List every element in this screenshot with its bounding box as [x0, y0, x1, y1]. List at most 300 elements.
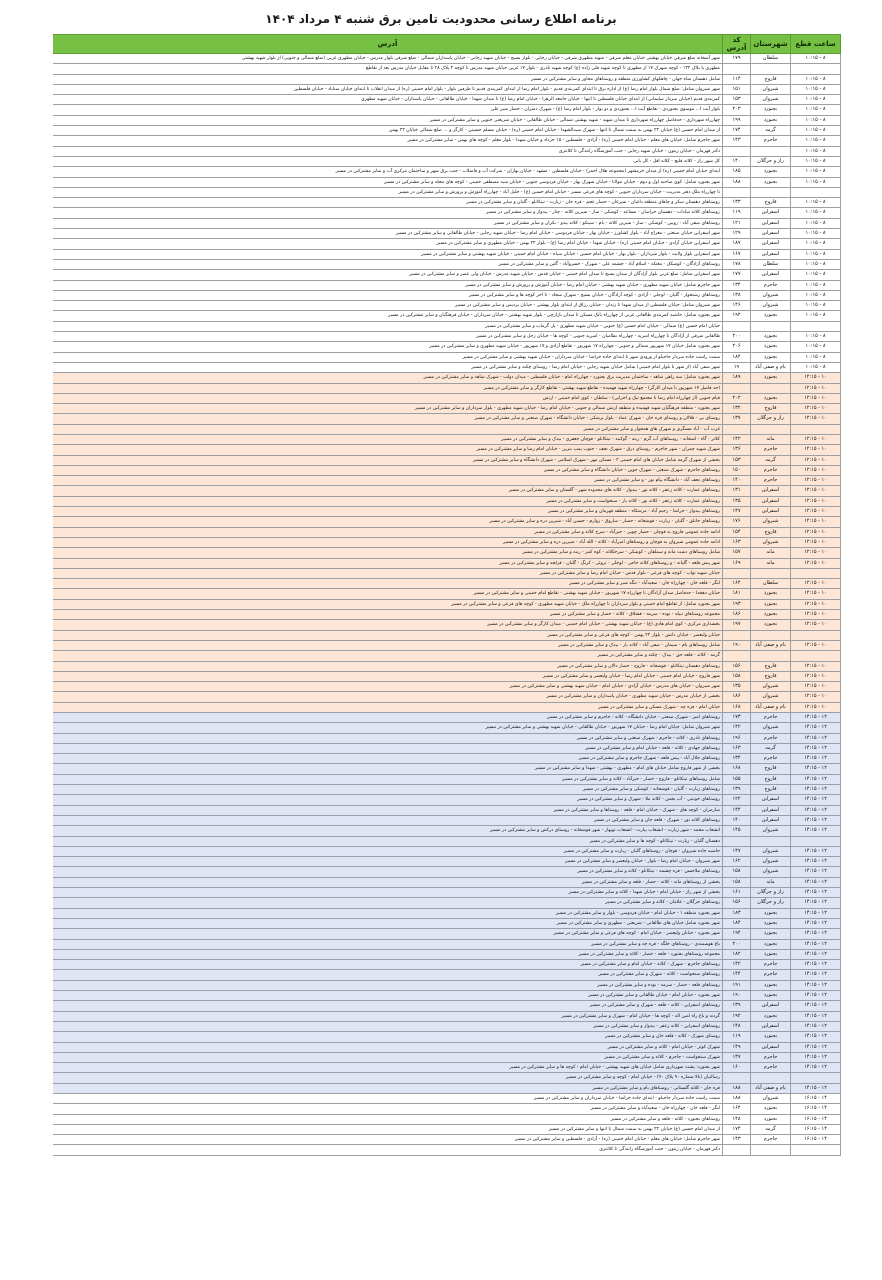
- cell-code: [723, 424, 751, 434]
- cell-code: ۱۳۲: [723, 404, 751, 414]
- cell-address: شهر شیروان شامل: ضلع شمال بلوار امام رضا (ع) از اداره برق تا ابتدای کمربندی قدیم - بلوار امام رضا از ابتدای کمربندی قدیم تا طرفین بلوار - بلوار امام خمینی (ره) از میدان انقلاب تا ابتدای خیابان سناباد - خیابان فلسطین: [53, 84, 723, 94]
- cell-time: ۱۰ - ۱۲:۱۵: [791, 682, 841, 692]
- cell-time: [791, 321, 841, 331]
- cell-address: شهر اسفراین خیابان صنعتی - معراج آباد - بلوار کشاورز - خیابان بهار - خیابان فردوسی - خیابان امام رضا - خیابان شهید رجایی - خیابان طالقانی و سایر مشترکین در مسیر: [53, 229, 723, 239]
- cell-address: کل شهر راز - کلاته قلیچ - کلاته اقل - کل بابی: [53, 156, 723, 166]
- cell-time: ۱۰ - ۱۲:۱۵: [791, 414, 841, 424]
- table-row: [53, 486, 841, 496]
- table-row: [53, 949, 841, 959]
- cell-address: تا چهارراه ملک دفتر مدیریت - خیابان سرداران جنوبی - کوچه های فرعی مسیر - خیابان امام حسین (ع) - جلیل آباد - چهارراه آموزش و پرورش و سایر مشترکین در مسیر: [53, 187, 723, 197]
- cell-address: (حد فاصل ۱۷ شهریور تا میدان کارگر) - چهارراه شهید فهمیده - تقاطع شهید بهشتی - تقاطع کارگر و سایر مشترکین در مسیر: [53, 383, 723, 393]
- cell-time: ۱۰ - ۱۲:۱۵: [791, 620, 841, 630]
- cell-code: [723, 64, 751, 74]
- table-row: [53, 393, 841, 403]
- cell-city: بجنورد: [751, 1114, 791, 1124]
- cell-time: ۸ - ۱۰:۱۵: [791, 54, 841, 64]
- cell-city: راز و جرگلان: [751, 414, 791, 424]
- cell-city: بجنورد: [751, 105, 791, 115]
- cell-address: روستاهای نجف آباد - دانشگاه پیام نور - و سایر مشترکین در مسیر: [53, 476, 723, 486]
- table-row: [53, 136, 841, 146]
- cell-city: [751, 64, 791, 74]
- cell-time: ۱۲ - ۱۴:۱۵: [791, 939, 841, 949]
- table-row: [53, 888, 841, 898]
- cell-time: ۱۰ - ۱۲:۱۵: [791, 661, 841, 671]
- cell-code: ۱۶۴: [723, 579, 751, 589]
- table-row: [53, 301, 841, 311]
- table-row: [53, 991, 841, 1001]
- cell-city: بجنورد: [751, 332, 791, 342]
- cell-time: ۱۴ - ۱۶:۱۵: [791, 1104, 841, 1114]
- table-row: [53, 1104, 841, 1114]
- cell-code: ۱۸۸: [723, 177, 751, 187]
- cell-address: خیابان امام حسین (ع) شمالی - خیابان امام حسین (ع) جنوبی - خیابان شهید مطهری - پل گرماب و سایر مشترکین در مسیر: [53, 321, 723, 331]
- table-row: [53, 115, 841, 125]
- table-row: [53, 290, 841, 300]
- table-row: [53, 311, 841, 321]
- cell-time: ۸ - ۱۰:۱۵: [791, 208, 841, 218]
- cell-code: ۱۶۸: [723, 764, 751, 774]
- cell-address: شامل روستاهای بام - سیمان - صفی آباد - کلاته یار - بیدک و سایر مشترکین در مسیر: [53, 640, 723, 650]
- cell-city: بجنورد: [751, 599, 791, 609]
- cell-code: ۱۴۳: [723, 136, 751, 146]
- cell-city: بجنورد: [751, 991, 791, 1001]
- cell-time: ۱۴ - ۱۶:۱۵: [791, 1093, 841, 1103]
- table-row: [53, 568, 841, 578]
- cell-time: ۱۲ - ۱۴:۱۵: [791, 888, 841, 898]
- cell-time: ۱۲ - ۱۴:۱۵: [791, 764, 841, 774]
- table-row: [53, 465, 841, 475]
- cell-code: ۱۴۲: [723, 960, 751, 970]
- cell-code: ۱۷۷: [723, 270, 751, 280]
- cell-time: ۱۴ - ۱۶:۱۵: [791, 1124, 841, 1134]
- cell-code: ۱۸۶: [723, 692, 751, 702]
- cell-address: شهر جاجرم شامل: خیابان شهید مطهری - خیابان شهید بهشتی - خیابان امام رضا - خیابان آموزش و پرورش و سایر مشترکین در مسیر: [53, 280, 723, 290]
- cell-time: ۱۰ - ۱۲:۱۵: [791, 548, 841, 558]
- cell-city: فاروج: [751, 785, 791, 795]
- cell-city: شیروان: [751, 1093, 791, 1103]
- cell-code: ۱۹۶: [723, 733, 751, 743]
- cell-time: ۱۲ - ۱۴:۱۵: [791, 805, 841, 815]
- cell-city: جاجرم: [751, 1063, 791, 1073]
- cell-city: اسفراین: [751, 1021, 791, 1031]
- cell-city: فاروج: [751, 404, 791, 414]
- cell-address: روستاهای جاجرم - شهرک صنعتی - شهرک جوین - خیابان دانشگاه و سایر مشترکین در مسیر: [53, 465, 723, 475]
- table-row: [53, 1021, 841, 1031]
- cell-address: شهرک سنخواست - جاجرم - کلاته و سایر مشترکین در مسیر: [53, 1052, 723, 1062]
- cell-time: [791, 568, 841, 578]
- cell-time: ۱۰ - ۱۲:۱۵: [791, 383, 841, 393]
- cell-time: ۱۰ - ۱۲:۱۵: [791, 640, 841, 650]
- cell-address: دهستان گلیان - زیارت - تیتکانلو - کوچه ها و سایر مشترکین در مسیر: [53, 836, 723, 846]
- cell-city: [751, 321, 791, 331]
- table-row: [53, 898, 841, 908]
- cell-code: ۱۹۱: [723, 980, 751, 990]
- cell-time: ۱۲ - ۱۴:۱۵: [791, 733, 841, 743]
- cell-code: ۱۴۹: [723, 1042, 751, 1052]
- cell-time: [791, 1073, 841, 1083]
- table-row: [53, 187, 841, 197]
- cell-code: ۱۸۶: [723, 610, 751, 620]
- cell-time: ۱۲ - ۱۴:۱۵: [791, 826, 841, 836]
- cell-time: ۸ - ۱۰:۱۵: [791, 198, 841, 208]
- cell-address: رسالتیان (بالا شماره ۹۰ پلاک ۹۰) - خیابان امام - کوچه و سایر مشترکین در مسیر: [53, 1073, 723, 1083]
- cell-city: فاروج: [751, 764, 791, 774]
- cell-address: دکتر قهرمان - خیابان زیتون - خیابان شهید رجایی - جنب آموزشگاه رانندگی تا کلانتری: [53, 146, 723, 156]
- cell-code: ۱۴۰: [723, 815, 751, 825]
- cell-code: ۱۵۰: [723, 465, 751, 475]
- table-row: [53, 146, 841, 156]
- cell-city: جاجرم: [751, 465, 791, 475]
- cell-address: شهر بجنورد شامل: کوی صاحبه اول و دوم - خیابان مولانا - خیابان شهرک بهار - خیابان فردوسی جنوبی - خیابان سید مصطفی خمینی - کوچه های محله و سایر مشترکین در مسیر: [53, 177, 723, 187]
- table-row: [53, 126, 841, 136]
- cell-city: بجنورد: [751, 939, 791, 949]
- cell-address: شهر جاجرم شامل: خیابان های معلم - خیابان امام خمینی (ره) - آزادی - فلسطین و سایر مشترکین در مسیر: [53, 1135, 723, 1145]
- cell-address: بلوار آیت ا... موسوی بجنوردی - تقاطع آیت ا... بجنوردی و دو بوار - بلوار امام رضا (ع) - شهرک دمیران - حصار شیر علی: [53, 105, 723, 115]
- cell-time: ۱۰ - ۱۲:۱۵: [791, 579, 841, 589]
- cell-address: روستاهای کلاته نور - شهرک - قلعه خان و سایر مشترکین در مسیر: [53, 815, 723, 825]
- cell-address: خیابان شهید نواب - کوچه های فرعی - بلوار قدس - خیابان امام رضا و سایر مشترکین در مسیر: [53, 568, 723, 578]
- cell-address: روستاهای دهستان سکر و چاهای منطقه داغیان - شیرغان - حصار عجم - قره خان - زیارت - تیتکانلو - گلیان و سایر مشترکین در مسیر: [53, 198, 723, 208]
- cell-code: [723, 187, 751, 197]
- table-row: [53, 218, 841, 228]
- cell-code: ۱۳۶: [723, 445, 751, 455]
- cell-address: شهر صفی آباد (از شهر تا بلوار امام خمینی) شامل خیابان شهید رجایی - خیابان امام رضا - روستای چکنه و سایر مشترکین در مسیر: [53, 362, 723, 372]
- cell-code: ۱۷۴: [723, 1124, 751, 1134]
- cell-address: شهر بجنورد: پشت شهرداری شامل خیابان های شهید بهشتی - خیابان امام - کوچه ها و سایر مشترکین در مسیر: [53, 1063, 723, 1073]
- cell-city: جاجرم: [751, 1052, 791, 1062]
- cell-time: ۸ - ۱۰:۱۵: [791, 156, 841, 166]
- cell-city: شیروان: [751, 517, 791, 527]
- cell-code: ۱۳۵: [723, 682, 751, 692]
- cell-code: ۱۹۷: [723, 620, 751, 630]
- cell-code: ۱۲۱: [723, 218, 751, 228]
- cell-city: فاروج: [751, 671, 791, 681]
- table-row: [53, 517, 841, 527]
- cell-time: ۱۲ - ۱۴:۱۵: [791, 960, 841, 970]
- table-row: [53, 1073, 841, 1083]
- cell-code: ۲۰۰: [723, 939, 751, 949]
- cell-city: فاروج: [751, 74, 791, 84]
- cell-city: شیروان: [751, 867, 791, 877]
- cell-city: جاجرم: [751, 280, 791, 290]
- cell-code: ۱۴۲: [723, 434, 751, 444]
- cell-code: ۱۲۹: [723, 229, 751, 239]
- cell-time: ۱۰ - ۱۲:۱۵: [791, 517, 841, 527]
- cell-time: ۱۲ - ۱۴:۱۵: [791, 857, 841, 867]
- cell-address: شهرک شهید چمران - شهر جاجرم - روستای درق - شهرک نجف - جنوب پمپ بنزین - خیابان امام رضا و سایر مشترکین در مسیر: [53, 445, 723, 455]
- cell-city: جاجرم: [751, 1135, 791, 1145]
- cell-address: لنگر - قلعه خان - چهارراه خان - سعیدآباد و سایر مشترکین در مسیر: [53, 1104, 723, 1114]
- cell-code: ۱۳۳: [723, 198, 751, 208]
- table-row: [53, 682, 841, 692]
- cell-code: ۲۰۳: [723, 105, 751, 115]
- cell-code: ۱۶۷: [723, 249, 751, 259]
- cell-address: کلاتر - گاه - اشخانه - روستاهای آب گرم - رینه - گوکبند - تیتکانلو - قوچان جعفری - بیدک و سایر مشترکین در مسیر: [53, 434, 723, 444]
- cell-address: سارمران - کوچه های - شهرک - خیابان امام - قلعه - روستاها و سایر مشترکین در مسیر: [53, 805, 723, 815]
- table-row: [53, 630, 841, 640]
- cell-code: ۱۷۹: [723, 54, 751, 64]
- cell-time: ۱۲ - ۱۴:۱۵: [791, 970, 841, 980]
- table-row: [53, 764, 841, 774]
- table-row: [53, 795, 841, 805]
- table-row: [53, 476, 841, 486]
- table-row: [53, 1083, 841, 1093]
- cell-city: اسفراین: [751, 218, 791, 228]
- cell-city: شیروان: [751, 723, 791, 733]
- cell-address: لنگر - قلعه خان - چهارراه خان - سعیدآباد - تنگه شیر و سایر مشترکین در مسیر: [53, 579, 723, 589]
- cell-address: روستاهای بجنورد - کلاته - قلعه و سایر مشترکین در مسیر: [53, 1114, 723, 1124]
- cell-time: ۱۲ - ۱۴:۱۵: [791, 898, 841, 908]
- cell-code: ۱۴۷: [723, 507, 751, 517]
- cell-city: بجنورد: [751, 373, 791, 383]
- cell-time: ۱۲ - ۱۴:۱۵: [791, 1052, 841, 1062]
- table-row: [53, 208, 841, 218]
- table-row: [53, 1145, 841, 1155]
- cell-code: ۱۴۰: [723, 476, 751, 486]
- table-row: [53, 702, 841, 712]
- cell-time: ۸ - ۱۰:۱۵: [791, 280, 841, 290]
- cell-city: فاروج: [751, 774, 791, 784]
- cell-address: شهر بجنورد شامل: سه راهی شاهد - ساختمان مدیریت برق بجنورد - چهارراه امام - خیابان فلسطین - میدان دولت - شهرک شاهد و سایر مشترکین در مسیر: [53, 373, 723, 383]
- cell-time: ۱۲ - ۱۴:۱۵: [791, 1001, 841, 1011]
- cell-city: اسفراین: [751, 249, 791, 259]
- cell-time: ۸ - ۱۰:۱۵: [791, 362, 841, 372]
- table-row: [53, 167, 841, 177]
- cell-time: ۱۰ - ۱۲:۱۵: [791, 507, 841, 517]
- cell-city: مانه: [751, 877, 791, 887]
- cell-city: بام و صفی آباد: [751, 640, 791, 650]
- table-row: [53, 1124, 841, 1134]
- cell-time: ۱۲ - ۱۴:۱۵: [791, 1021, 841, 1031]
- cell-code: ۱۶۳: [723, 743, 751, 753]
- cell-address: قیام جنوبی (از چهارراه امام رضا تا مجتمع تیک و اجرایی) - سلطان - کوی امام خمینی - ارتش: [53, 393, 723, 403]
- table-row: [53, 620, 841, 630]
- cell-address: شهر بجنورد شامل خیابان های طالقانی - شریعتی - مطهری و سایر مشترکین در مسیر: [53, 918, 723, 928]
- cell-city: جاجرم: [751, 754, 791, 764]
- cell-city: گرمه: [751, 126, 791, 136]
- table-row: [53, 743, 841, 753]
- cell-address: شامل روستاهای تیتکانلو - فاروج - حصار - خیرآباد - کلاته و سایر مشترکین در مسیر: [53, 774, 723, 784]
- cell-address: روستاهای آزادگان - کوشکک - مغتکه - اسلام آباد - چشمه علی - شهرک - خسروآباد - گلین و سایر مشترکین در مسیر: [53, 259, 723, 269]
- cell-time: [791, 424, 841, 434]
- table-row: [53, 939, 841, 949]
- cell-address: شهر بجنورد شامل: حاشیه کمربندی طالقانی غربی از چهارراه بانک مسکن تا میدان بازارچی - بلوار شهید بهشتی - خیابان سرداران - خیابان فرهنگیان و سایر مشترکین در مسیر: [53, 311, 723, 321]
- cell-address: شهر شیروان - خیابان های مدرس - خیابان آزادی - خیابان امام - خیابان شهید بهشتی و سایر مشترکین در مسیر: [53, 682, 723, 692]
- cell-code: ۱۵۷: [723, 548, 751, 558]
- cell-time: ۱۲ - ۱۴:۱۵: [791, 929, 841, 939]
- cell-city: شیروان: [751, 290, 791, 300]
- cell-time: ۱۲ - ۱۴:۱۵: [791, 991, 841, 1001]
- table-row: [53, 918, 841, 928]
- cell-city: بجنورد: [751, 177, 791, 187]
- table-row: [53, 929, 841, 939]
- cell-time: ۱۰ - ۱۲:۱۵: [791, 692, 841, 702]
- cell-address: مجموعه روستاهای نبیله - نوده - سرمه - قشلاق - کلاته - حصار و سایر مشترکین در مسیر: [53, 610, 723, 620]
- cell-address: روستاهای دهستان تیتکانلو - قوشخانه - فاروج - حصار دالان و سایر مشترکین در مسیر: [53, 661, 723, 671]
- cell-city: مانه: [751, 548, 791, 558]
- schedule-table: [53, 34, 841, 1156]
- table-row: [53, 537, 841, 547]
- cell-time: ۱۰ - ۱۲:۱۵: [791, 393, 841, 403]
- cell-city: بام و صفی آباد: [751, 702, 791, 712]
- cell-address: دکتر قهرمان - خیابان زیتون - جنب آموزشگاه رانندگی تا کلانتری: [53, 1145, 723, 1155]
- cell-time: [791, 630, 841, 640]
- cell-address: بخشداری مرکزی - کوی امام هادی (ع) - خیابان شهید بهشتی - خیابان امام خمینی - میدان کارگر و سایر مشترکین در مسیر: [53, 620, 723, 630]
- cell-time: ۱۲ - ۱۴:۱۵: [791, 980, 841, 990]
- cell-time: ۸ - ۱۰:۱۵: [791, 136, 841, 146]
- cell-code: [723, 321, 751, 331]
- cell-time: ۸ - ۱۰:۱۵: [791, 74, 841, 84]
- cell-address: روستاهای جلال آباد - پیش قلعه - شهرک جاجرم و سایر مشترکین در مسیر: [53, 754, 723, 764]
- cell-city: [751, 383, 791, 393]
- cell-time: ۱۲ - ۱۴:۱۵: [791, 743, 841, 753]
- cell-code: ۱۹۲: [723, 1011, 751, 1021]
- table-row: [53, 362, 841, 372]
- cell-time: ۸ - ۱۰:۱۵: [791, 146, 841, 156]
- table-row: [53, 54, 841, 64]
- cell-time: [791, 1145, 841, 1155]
- table-row: [53, 970, 841, 980]
- cell-code: ۱۳۷: [723, 414, 751, 424]
- cell-city: اسفراین: [751, 496, 791, 506]
- cell-city: شیروان: [751, 857, 791, 867]
- cell-city: بجنورد: [751, 949, 791, 959]
- cell-time: ۱۲ - ۱۴:۱۵: [791, 723, 841, 733]
- table-row: [53, 661, 841, 671]
- cell-time: [791, 187, 841, 197]
- table-row: [53, 424, 841, 434]
- schedule-table-wrapper: [53, 34, 841, 1274]
- cell-address: ادامه جاده عمومی فاروج به قوچان - حصار چوبی - خیرآباد - سرخ کلاته و سایر مشترکین در مسیر: [53, 527, 723, 537]
- cell-city: شیروان: [751, 301, 791, 311]
- cell-code: ۱۴۴: [723, 805, 751, 815]
- cell-city: بجنورد: [751, 908, 791, 918]
- cell-city: سلطان: [751, 259, 791, 269]
- cell-code: ۱۴۵: [723, 826, 751, 836]
- cell-code: ۱۶۱: [723, 888, 751, 898]
- cell-code: ۱۳۱: [723, 486, 751, 496]
- cell-address: شهر آشخانه ضلع شرقی خیابان بهشتی خیابان معلم شرقی - شهید مطهری شرقی - خیابان رجایی - بلوار بسیج - خیابان شهید رجایی - خیابان پاسداران شمالی - ضلع شرقی بلوار مدرس - خیابان مطهری غربی (ضلع شمالی و جنوبی) از بلوار شهید بهشتی: [53, 54, 723, 64]
- cell-code: ۱۹۲: [723, 311, 751, 321]
- cell-time: ۸ - ۱۰:۱۵: [791, 105, 841, 115]
- table-row: [53, 960, 841, 970]
- cell-address: غرب آب - آباد مسگری و شهرک های همجوار و سایر مشترکین در مسیر: [53, 424, 723, 434]
- table-row: [53, 1042, 841, 1052]
- table-row: [53, 579, 841, 589]
- table-row: [53, 1032, 841, 1042]
- table-row: [53, 980, 841, 990]
- cell-city: [751, 651, 791, 661]
- cell-time: ۱۴ - ۱۶:۱۵: [791, 1135, 841, 1145]
- cell-address: سمت راست جاده سردار جاجیلو از ورودی شهر تا ابتدای جاده خراشا - خیابان سرداران - خیابان شهید بهشتی و سایر مشترکین در مسیر: [53, 352, 723, 362]
- cell-time: ۱۲ - ۱۴:۱۵: [791, 785, 841, 795]
- cell-address: روستاهای عمارت - کلاته زعفر - کلاته نور - کلاته یار - سنخواست و سایر مشترکین در مسیر: [53, 496, 723, 506]
- cell-address: بخشی از خیابان مدرس - خیابان شهید مطهری - خیابان پاسداران و سایر مشترکین در مسیر: [53, 692, 723, 702]
- cell-code: ۱۶۸: [723, 702, 751, 712]
- cell-code: [723, 1145, 751, 1155]
- cell-code: ۱۶۰: [723, 1063, 751, 1073]
- cell-code: ۱۵۵: [723, 774, 751, 784]
- table-row: [53, 507, 841, 517]
- cell-city: [751, 187, 791, 197]
- cell-time: ۸ - ۱۰:۱۵: [791, 342, 841, 352]
- cell-city: جاجرم: [751, 713, 791, 723]
- table-body: [53, 54, 841, 1156]
- cell-city: اسفراین: [751, 1042, 791, 1052]
- cell-time: ۸ - ۱۰:۱۵: [791, 229, 841, 239]
- cell-code: ۱۲۲: [723, 795, 751, 805]
- cell-address: روستاهای اسفراین - کلاته زعفر - بیدواز و سایر مشترکین در مسیر: [53, 1021, 723, 1031]
- cell-address: انشعاب محمد - شهر زیارت - انشعاب بیارت - انشعاب نوبهار - شهر قوشخانه - روستای درکش و سایر مشترکین در مسیر: [53, 826, 723, 836]
- cell-city: [751, 424, 791, 434]
- table-row: [53, 434, 841, 444]
- cell-code: ۱۹۴: [723, 929, 751, 939]
- cell-time: ۱۲ - ۱۴:۱۵: [791, 877, 841, 887]
- table-row: [53, 280, 841, 290]
- cell-address: روستای یی - قلالان و روستای قره خان - شهرک عماد - بلوار پزشکی - خیابان دانشگاه - شهرک صنعتی و سایر مشترکین در مسیر: [53, 414, 723, 424]
- cell-address: گردنه و باغ راه امین اله - کوچه ها - خیابان امام - شهرک و سایر مشترکین در مسیر: [53, 1011, 723, 1021]
- table-row: [53, 671, 841, 681]
- cell-address: شهر اسفراین خیابان آزادی - خیابان امام خمینی (ره) - خیابان شهدا - خیابان امام رضا (ع) - بلوار ۲۲ بهمن - خیابان مطهری و سایر مشترکین در مسیر: [53, 239, 723, 249]
- cell-address: کمربندی قدیم (خیابان سردار سلیمانی) از ابتدای خیابان فلسطین تا انتها - خیابان جامعه الزهرا - خیابان امام رضا (ع) تا میدان شهدا - خیابان طالقانی - خیابان پاسداران - خیابان شهید مطهری: [53, 95, 723, 105]
- cell-city: بجنورد: [751, 610, 791, 620]
- cell-code: [723, 383, 751, 393]
- table-row: [53, 1093, 841, 1103]
- cell-city: اسفراین: [751, 1001, 791, 1011]
- cell-code: ۱۵۶: [723, 661, 751, 671]
- table-row: [53, 692, 841, 702]
- cell-address: طالقانی شرقی از آزادگان تا چهارراه امیریه - چهارراه نظامیان - امیریه جنوبی - کوچه ها - خیابان زحل و سایر مشترکین در مسیر: [53, 332, 723, 342]
- cell-city: گرمه: [751, 455, 791, 465]
- cell-code: ۱۵۳: [723, 455, 751, 465]
- cell-city: شیروان: [751, 84, 791, 94]
- cell-city: فاروج: [751, 527, 791, 537]
- cell-time: ۱۴ - ۱۶:۱۵: [791, 1114, 841, 1124]
- table-row: [53, 156, 841, 166]
- cell-address: گرمه - کلاته - قلعه جق - بیدک - چکنه و سایر مشترکین در مسیر: [53, 651, 723, 661]
- header-time: ساعت قطع: [791, 35, 841, 54]
- cell-code: ۱۴۷: [723, 846, 751, 856]
- table-row: [53, 1011, 841, 1021]
- table-row: [53, 259, 841, 269]
- table-row: [53, 1001, 841, 1011]
- cell-city: جاجرم: [751, 476, 791, 486]
- cell-address: روستای شهرک - کلاته - قلعه خان و سایر مشترکین در مسیر: [53, 1032, 723, 1042]
- table-row: [53, 1135, 841, 1145]
- cell-time: ۱۰ - ۱۲:۱۵: [791, 610, 841, 620]
- cell-address: شامل دهستان شاه جهان - چاهکهای کشاورزی منطقه و روستاهای مجاور و سایر مشترکین در مسیر: [53, 74, 723, 84]
- cell-code: [723, 836, 751, 846]
- cell-time: ۱۰ - ۱۲:۱۵: [791, 558, 841, 568]
- cell-city: اسفراین: [751, 815, 791, 825]
- cell-city: بجنورد: [751, 115, 791, 125]
- table-row: [53, 877, 841, 887]
- cell-code: ۱۴۸: [723, 1114, 751, 1124]
- cell-address: شهر اسفراین شامل: ضلع غربی بلوار آزادگان از میدان بسیج تا میدان امام خمینی - خیابان قدس - خیابان شهید مدرس - خیابان ولی عصر و سایر مشترکین در مسیر: [53, 270, 723, 280]
- cell-code: ۱۵۸: [723, 867, 751, 877]
- table-row: [53, 177, 841, 187]
- cell-city: شیروان: [751, 537, 791, 547]
- table-row: [53, 414, 841, 424]
- table-row: [53, 383, 841, 393]
- cell-city: [751, 836, 791, 846]
- cell-address: شهر جاجرم شامل: خیابان های معلم - خیابان امام خمینی (ره) - آزادی - فلسطین - ۱۵ خرداد و خیابان شهدا - بلوار معلم - کوچه های بهمن - سایر مشترکین در مسیر: [53, 136, 723, 146]
- cell-city: بجنورد: [751, 1104, 791, 1114]
- table-row: [53, 64, 841, 74]
- cell-city: بجنورد: [751, 918, 791, 928]
- cell-city: جاجرم: [751, 960, 791, 970]
- cell-time: ۸ - ۱۰:۱۵: [791, 84, 841, 94]
